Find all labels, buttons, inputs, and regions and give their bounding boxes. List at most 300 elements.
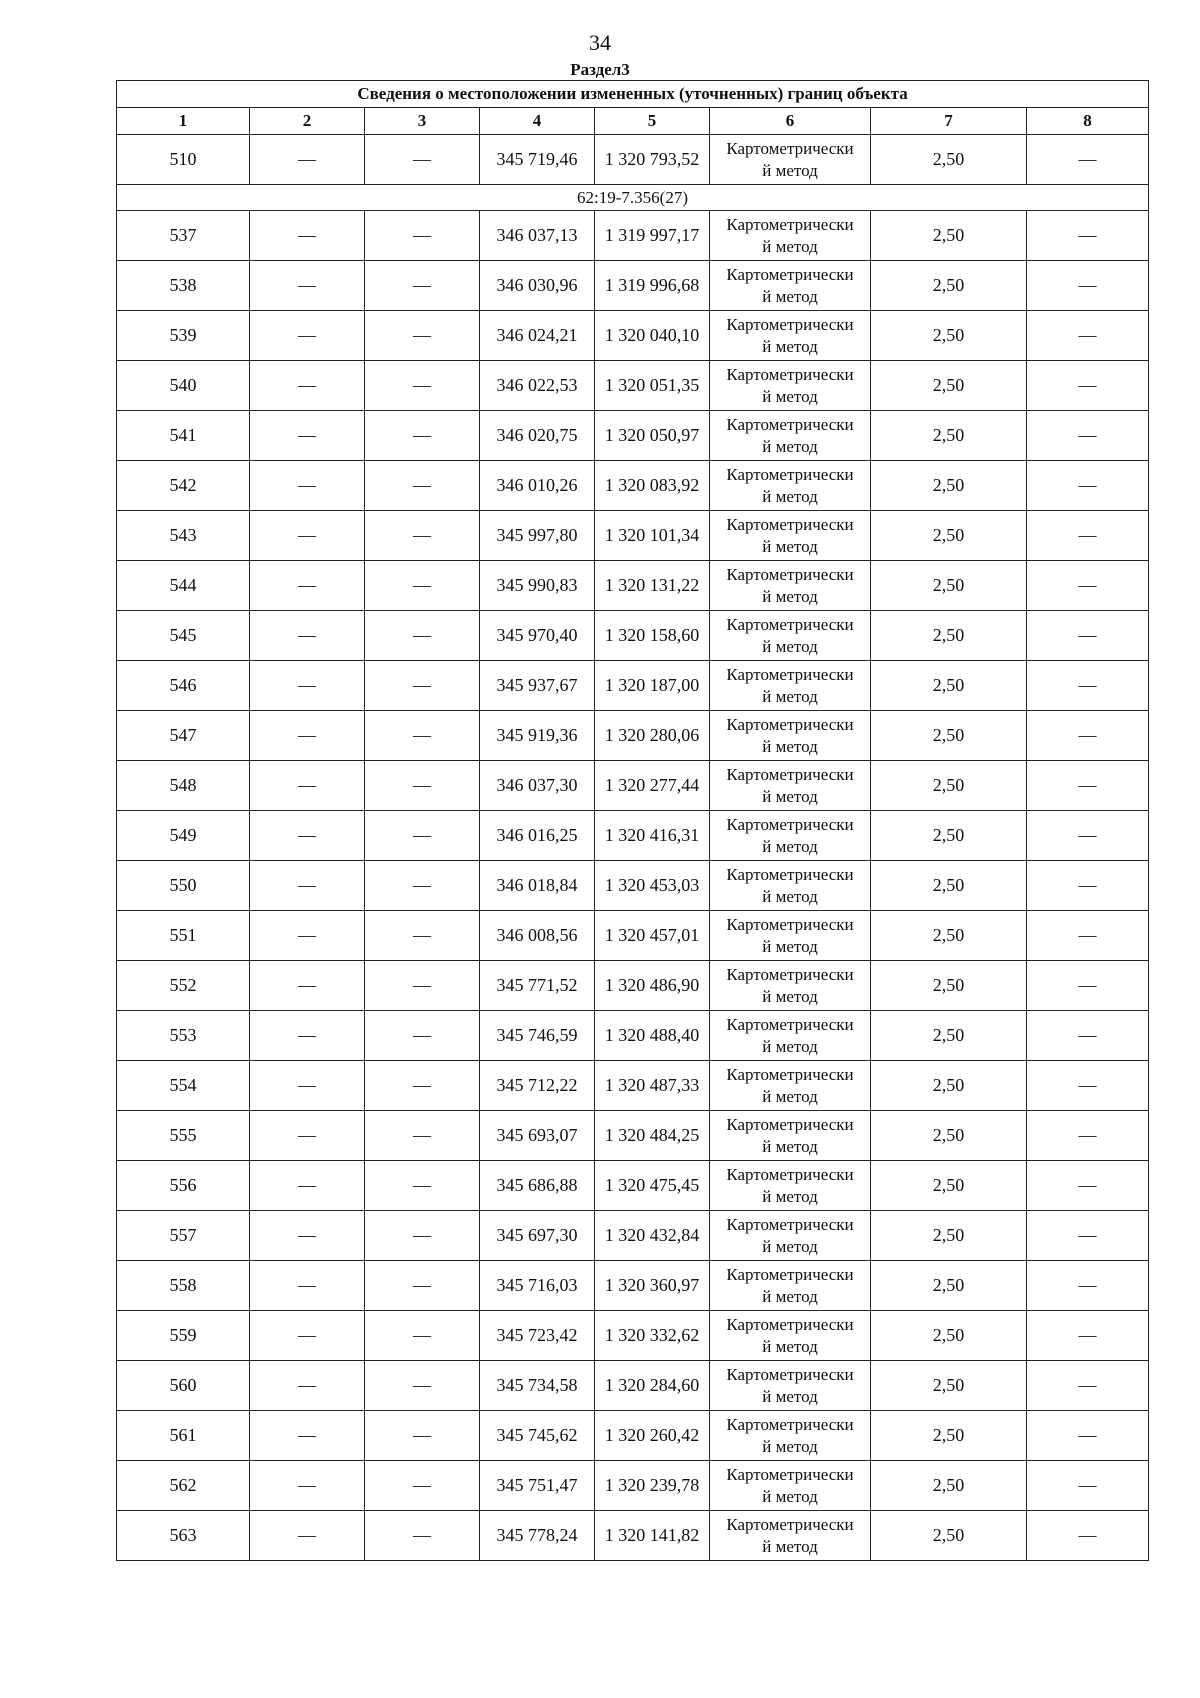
accuracy-cell: 2,50: [871, 311, 1027, 361]
column-2-cell: —: [250, 1161, 365, 1211]
method-cell: [710, 711, 871, 761]
table-row: [117, 1061, 1149, 1111]
x-coordinate-cell: 346 018,84: [480, 861, 595, 911]
method-cell: [710, 561, 871, 611]
accuracy-cell: 2,50: [871, 261, 1027, 311]
method-line-2: й метод: [762, 1086, 818, 1106]
column-3-cell: —: [365, 1111, 480, 1161]
table-row: [117, 1311, 1149, 1361]
accuracy-cell: 2,50: [871, 211, 1027, 261]
accuracy-cell: 2,50: [871, 1411, 1027, 1461]
column-3-cell: —: [365, 1061, 480, 1111]
column-8-cell: —: [1027, 311, 1149, 361]
method-line-1: Картометрически: [726, 1014, 854, 1034]
point-number-cell: 552: [117, 961, 250, 1011]
column-8-cell: —: [1027, 511, 1149, 561]
point-number-cell: 563: [117, 1511, 250, 1561]
y-coordinate-cell: 1 320 187,00: [595, 661, 710, 711]
point-number-cell: 546: [117, 661, 250, 711]
table-row: [117, 861, 1149, 911]
table-row: [117, 211, 1149, 261]
x-coordinate-cell: 345 686,88: [480, 1161, 595, 1211]
point-number-cell: 543: [117, 511, 250, 561]
x-coordinate-cell: 346 024,21: [480, 311, 595, 361]
method-line-1: Картометрически: [726, 414, 854, 434]
point-number-cell: 554: [117, 1061, 250, 1111]
column-8-cell: —: [1027, 461, 1149, 511]
table-row: [117, 711, 1149, 761]
column-2-cell: —: [250, 135, 365, 185]
column-8-cell: —: [1027, 811, 1149, 861]
point-number-cell: 561: [117, 1411, 250, 1461]
method-line-1: Картометрически: [726, 664, 854, 684]
method-cell: [710, 1311, 871, 1361]
accuracy-cell: 2,50: [871, 461, 1027, 511]
column-2-cell: —: [250, 961, 365, 1011]
table-row: [117, 661, 1149, 711]
column-2-cell: —: [250, 311, 365, 361]
method-line-2: й метод: [762, 886, 818, 906]
column-2-cell: —: [250, 1061, 365, 1111]
column-3-cell: —: [365, 611, 480, 661]
method-line-1: Картометрически: [726, 1514, 854, 1534]
method-line-2: й метод: [762, 286, 818, 306]
method-cell: [710, 761, 871, 811]
accuracy-cell: 2,50: [871, 411, 1027, 461]
column-8-cell: —: [1027, 961, 1149, 1011]
point-number-cell: 547: [117, 711, 250, 761]
method-line-1: Картометрически: [726, 214, 854, 234]
accuracy-cell: 2,50: [871, 1511, 1027, 1561]
method-line-1: Картометрически: [726, 264, 854, 284]
method-line-2: й метод: [762, 236, 818, 256]
point-number-cell: 542: [117, 461, 250, 511]
point-number-cell: 551: [117, 911, 250, 961]
x-coordinate-cell: 346 037,13: [480, 211, 595, 261]
method-line-1: Картометрически: [726, 1464, 854, 1484]
y-coordinate-cell: 1 320 284,60: [595, 1361, 710, 1411]
point-number-cell: 550: [117, 861, 250, 911]
accuracy-cell: 2,50: [871, 861, 1027, 911]
method-line-1: Картометрически: [726, 1364, 854, 1384]
method-cell: [710, 1461, 871, 1511]
table-title-row: [117, 81, 1149, 108]
column-3-cell: —: [365, 1211, 480, 1261]
column-header-row: [117, 108, 1149, 135]
column-8-cell: —: [1027, 1511, 1149, 1561]
method-line-2: й метод: [762, 486, 818, 506]
method-line-2: й метод: [762, 160, 818, 180]
method-line-1: Картометрически: [726, 1114, 854, 1134]
point-number-cell: 545: [117, 611, 250, 661]
x-coordinate-cell: 345 771,52: [480, 961, 595, 1011]
method-line-1: Картометрически: [726, 1414, 854, 1434]
column-8-cell: —: [1027, 1311, 1149, 1361]
column-2-cell: —: [250, 1461, 365, 1511]
method-cell: [710, 261, 871, 311]
accuracy-cell: 2,50: [871, 611, 1027, 661]
y-coordinate-cell: 1 320 793,52: [595, 135, 710, 185]
method-line-2: й метод: [762, 686, 818, 706]
column-header: 1: [117, 108, 250, 135]
y-coordinate-cell: 1 320 360,97: [595, 1261, 710, 1311]
column-3-cell: —: [365, 711, 480, 761]
column-3-cell: —: [365, 1311, 480, 1361]
method-line-1: Картометрически: [726, 564, 854, 584]
column-8-cell: —: [1027, 561, 1149, 611]
column-3-cell: —: [365, 1361, 480, 1411]
method-cell: [710, 1061, 871, 1111]
column-3-cell: —: [365, 1511, 480, 1561]
y-coordinate-cell: 1 320 239,78: [595, 1461, 710, 1511]
method-line-2: й метод: [762, 1386, 818, 1406]
column-8-cell: —: [1027, 1111, 1149, 1161]
column-8-cell: —: [1027, 1361, 1149, 1411]
x-coordinate-cell: 345 997,80: [480, 511, 595, 561]
method-cell: [710, 1111, 871, 1161]
column-3-cell: —: [365, 811, 480, 861]
x-coordinate-cell: 345 990,83: [480, 561, 595, 611]
column-2-cell: —: [250, 361, 365, 411]
column-header: 2: [250, 108, 365, 135]
column-8-cell: —: [1027, 1411, 1149, 1461]
method-line-1: Картометрически: [726, 464, 854, 484]
y-coordinate-cell: 1 320 158,60: [595, 611, 710, 661]
column-header: 6: [710, 108, 871, 135]
x-coordinate-cell: 346 030,96: [480, 261, 595, 311]
table-row: [117, 1211, 1149, 1261]
column-2-cell: —: [250, 1211, 365, 1261]
column-8-cell: —: [1027, 911, 1149, 961]
accuracy-cell: 2,50: [871, 1361, 1027, 1411]
method-cell: [710, 135, 871, 185]
column-8-cell: —: [1027, 361, 1149, 411]
method-line-1: Картометрически: [726, 1164, 854, 1184]
column-2-cell: —: [250, 561, 365, 611]
method-line-2: й метод: [762, 436, 818, 456]
column-3-cell: —: [365, 1461, 480, 1511]
method-line-2: й метод: [762, 1036, 818, 1056]
method-cell: [710, 1161, 871, 1211]
method-line-1: Картометрически: [726, 514, 854, 534]
table-row: [117, 311, 1149, 361]
column-3-cell: —: [365, 861, 480, 911]
method-line-2: й метод: [762, 1336, 818, 1356]
table-row: [117, 261, 1149, 311]
column-8-cell: —: [1027, 711, 1149, 761]
column-header: 4: [480, 108, 595, 135]
column-2-cell: —: [250, 261, 365, 311]
column-3-cell: —: [365, 561, 480, 611]
x-coordinate-cell: 346 022,53: [480, 361, 595, 411]
table-row: [117, 1511, 1149, 1561]
column-2-cell: —: [250, 861, 365, 911]
column-8-cell: —: [1027, 1461, 1149, 1511]
column-header: 7: [871, 108, 1027, 135]
point-number-cell: 549: [117, 811, 250, 861]
point-number-cell: 537: [117, 211, 250, 261]
point-number-cell: 544: [117, 561, 250, 611]
y-coordinate-cell: 1 320 457,01: [595, 911, 710, 961]
accuracy-cell: 2,50: [871, 1211, 1027, 1261]
column-3-cell: —: [365, 135, 480, 185]
method-line-2: й метод: [762, 586, 818, 606]
table-row: [117, 911, 1149, 961]
x-coordinate-cell: 345 723,42: [480, 1311, 595, 1361]
accuracy-cell: 2,50: [871, 511, 1027, 561]
x-coordinate-cell: 345 712,22: [480, 1061, 595, 1111]
x-coordinate-cell: 345 778,24: [480, 1511, 595, 1561]
method-cell: [710, 1011, 871, 1061]
table-body: [117, 135, 1149, 1561]
method-cell: [710, 461, 871, 511]
column-3-cell: —: [365, 1411, 480, 1461]
table-row: [117, 811, 1149, 861]
point-number-cell: 560: [117, 1361, 250, 1411]
x-coordinate-cell: 346 008,56: [480, 911, 595, 961]
column-2-cell: —: [250, 461, 365, 511]
method-line-1: Картометрически: [726, 1264, 854, 1284]
method-line-2: й метод: [762, 1436, 818, 1456]
column-2-cell: —: [250, 611, 365, 661]
y-coordinate-cell: 1 320 280,06: [595, 711, 710, 761]
column-3-cell: —: [365, 761, 480, 811]
table-row: [117, 1361, 1149, 1411]
column-3-cell: —: [365, 461, 480, 511]
column-8-cell: —: [1027, 1211, 1149, 1261]
method-line-2: й метод: [762, 636, 818, 656]
column-8-cell: —: [1027, 861, 1149, 911]
y-coordinate-cell: 1 320 475,45: [595, 1161, 710, 1211]
table-row: [117, 761, 1149, 811]
method-cell: [710, 1361, 871, 1411]
column-2-cell: —: [250, 1361, 365, 1411]
y-coordinate-cell: 1 320 416,31: [595, 811, 710, 861]
accuracy-cell: 2,50: [871, 711, 1027, 761]
column-2-cell: —: [250, 1111, 365, 1161]
column-3-cell: —: [365, 1011, 480, 1061]
table-row: [117, 361, 1149, 411]
method-line-2: й метод: [762, 336, 818, 356]
column-8-cell: —: [1027, 761, 1149, 811]
accuracy-cell: 2,50: [871, 135, 1027, 185]
column-2-cell: —: [250, 1311, 365, 1361]
column-3-cell: —: [365, 411, 480, 461]
method-cell: [710, 361, 871, 411]
column-3-cell: —: [365, 1161, 480, 1211]
point-number-cell: 538: [117, 261, 250, 311]
method-line-2: й метод: [762, 536, 818, 556]
accuracy-cell: 2,50: [871, 1261, 1027, 1311]
method-line-2: й метод: [762, 786, 818, 806]
x-coordinate-cell: 345 919,36: [480, 711, 595, 761]
x-coordinate-cell: 345 734,58: [480, 1361, 595, 1411]
point-number-cell: 557: [117, 1211, 250, 1261]
method-cell: [710, 1411, 871, 1461]
y-coordinate-cell: 1 320 083,92: [595, 461, 710, 511]
column-2-cell: —: [250, 761, 365, 811]
table-row: [117, 961, 1149, 1011]
column-3-cell: —: [365, 911, 480, 961]
column-3-cell: —: [365, 261, 480, 311]
accuracy-cell: 2,50: [871, 1161, 1027, 1211]
column-2-cell: —: [250, 511, 365, 561]
method-line-1: Картометрически: [726, 914, 854, 934]
method-line-1: Картометрически: [726, 1064, 854, 1084]
y-coordinate-cell: 1 320 332,62: [595, 1311, 710, 1361]
method-cell: [710, 211, 871, 261]
method-line-2: й метод: [762, 386, 818, 406]
method-cell: [710, 411, 871, 461]
column-8-cell: —: [1027, 1061, 1149, 1111]
method-line-1: Картометрически: [726, 138, 854, 158]
x-coordinate-cell: 345 746,59: [480, 1011, 595, 1061]
x-coordinate-cell: 345 937,67: [480, 661, 595, 711]
column-3-cell: —: [365, 211, 480, 261]
table-row: [117, 1411, 1149, 1461]
accuracy-cell: 2,50: [871, 1311, 1027, 1361]
section-title: Раздел3: [570, 60, 630, 79]
x-coordinate-cell: 346 016,25: [480, 811, 595, 861]
method-cell: [710, 311, 871, 361]
column-2-cell: —: [250, 711, 365, 761]
method-line-1: Картометрически: [726, 864, 854, 884]
point-number-cell: 539: [117, 311, 250, 361]
point-number-cell: 553: [117, 1011, 250, 1061]
method-line-1: Картометрически: [726, 364, 854, 384]
x-coordinate-cell: 346 037,30: [480, 761, 595, 811]
group-label: 62:19-7.356(27): [117, 185, 1149, 211]
column-2-cell: —: [250, 1011, 365, 1061]
table-row: [117, 1461, 1149, 1511]
y-coordinate-cell: 1 320 101,34: [595, 511, 710, 561]
column-8-cell: —: [1027, 1011, 1149, 1061]
method-line-2: й метод: [762, 1486, 818, 1506]
y-coordinate-cell: 1 319 996,68: [595, 261, 710, 311]
x-coordinate-cell: 345 970,40: [480, 611, 595, 661]
method-line-2: й метод: [762, 936, 818, 956]
column-8-cell: —: [1027, 211, 1149, 261]
method-line-1: Картометрически: [726, 814, 854, 834]
x-coordinate-cell: 345 693,07: [480, 1111, 595, 1161]
accuracy-cell: 2,50: [871, 761, 1027, 811]
method-line-1: Картометрически: [726, 1314, 854, 1334]
table-row: [117, 1011, 1149, 1061]
table-row: [117, 1161, 1149, 1211]
accuracy-cell: 2,50: [871, 811, 1027, 861]
column-header: 8: [1027, 108, 1149, 135]
x-coordinate-cell: 345 697,30: [480, 1211, 595, 1261]
method-line-1: Картометрически: [726, 964, 854, 984]
column-2-cell: —: [250, 1261, 365, 1311]
column-3-cell: —: [365, 1261, 480, 1311]
y-coordinate-cell: 1 320 260,42: [595, 1411, 710, 1461]
x-coordinate-cell: 345 745,62: [480, 1411, 595, 1461]
method-line-2: й метод: [762, 836, 818, 856]
coordinates-table: [116, 80, 1149, 1561]
accuracy-cell: 2,50: [871, 1011, 1027, 1061]
x-coordinate-cell: 345 719,46: [480, 135, 595, 185]
point-number-cell: 540: [117, 361, 250, 411]
method-cell: [710, 911, 871, 961]
column-3-cell: —: [365, 661, 480, 711]
method-line-1: Картометрически: [726, 714, 854, 734]
method-cell: [710, 961, 871, 1011]
column-8-cell: —: [1027, 1261, 1149, 1311]
point-number-cell: 558: [117, 1261, 250, 1311]
column-2-cell: —: [250, 211, 365, 261]
method-cell: [710, 1511, 871, 1561]
x-coordinate-cell: 346 010,26: [480, 461, 595, 511]
column-8-cell: —: [1027, 411, 1149, 461]
y-coordinate-cell: 1 320 051,35: [595, 361, 710, 411]
method-line-1: Картометрически: [726, 314, 854, 334]
method-line-2: й метод: [762, 1186, 818, 1206]
method-line-2: й метод: [762, 1286, 818, 1306]
method-line-1: Картометрически: [726, 614, 854, 634]
column-8-cell: —: [1027, 661, 1149, 711]
table-row: [117, 611, 1149, 661]
y-coordinate-cell: 1 320 432,84: [595, 1211, 710, 1261]
column-2-cell: —: [250, 1411, 365, 1461]
column-header: 3: [365, 108, 480, 135]
method-cell: [710, 661, 871, 711]
point-number-cell: 548: [117, 761, 250, 811]
x-coordinate-cell: 345 716,03: [480, 1261, 595, 1311]
table-row: [117, 511, 1149, 561]
accuracy-cell: 2,50: [871, 1061, 1027, 1111]
x-coordinate-cell: 346 020,75: [480, 411, 595, 461]
y-coordinate-cell: 1 319 997,17: [595, 211, 710, 261]
column-8-cell: —: [1027, 611, 1149, 661]
method-cell: [710, 861, 871, 911]
column-3-cell: —: [365, 511, 480, 561]
y-coordinate-cell: 1 320 277,44: [595, 761, 710, 811]
page-number: 34: [589, 30, 611, 55]
point-number-cell: 555: [117, 1111, 250, 1161]
table-row: [117, 135, 1149, 185]
method-cell: [710, 1261, 871, 1311]
table-row: [117, 1111, 1149, 1161]
column-2-cell: —: [250, 411, 365, 461]
column-3-cell: —: [365, 311, 480, 361]
column-2-cell: —: [250, 661, 365, 711]
table-row: [117, 1261, 1149, 1311]
group-header-row: [117, 185, 1149, 211]
column-8-cell: —: [1027, 261, 1149, 311]
point-number-cell: 559: [117, 1311, 250, 1361]
point-number-cell: 510: [117, 135, 250, 185]
y-coordinate-cell: 1 320 484,25: [595, 1111, 710, 1161]
column-header: 5: [595, 108, 710, 135]
method-line-2: й метод: [762, 1236, 818, 1256]
column-3-cell: —: [365, 361, 480, 411]
column-3-cell: —: [365, 961, 480, 1011]
y-coordinate-cell: 1 320 040,10: [595, 311, 710, 361]
column-8-cell: —: [1027, 135, 1149, 185]
column-2-cell: —: [250, 911, 365, 961]
accuracy-cell: 2,50: [871, 961, 1027, 1011]
method-cell: [710, 611, 871, 661]
column-2-cell: —: [250, 811, 365, 861]
y-coordinate-cell: 1 320 131,22: [595, 561, 710, 611]
method-cell: [710, 511, 871, 561]
y-coordinate-cell: 1 320 141,82: [595, 1511, 710, 1561]
y-coordinate-cell: 1 320 488,40: [595, 1011, 710, 1061]
method-cell: [710, 811, 871, 861]
accuracy-cell: 2,50: [871, 361, 1027, 411]
table-row: [117, 461, 1149, 511]
